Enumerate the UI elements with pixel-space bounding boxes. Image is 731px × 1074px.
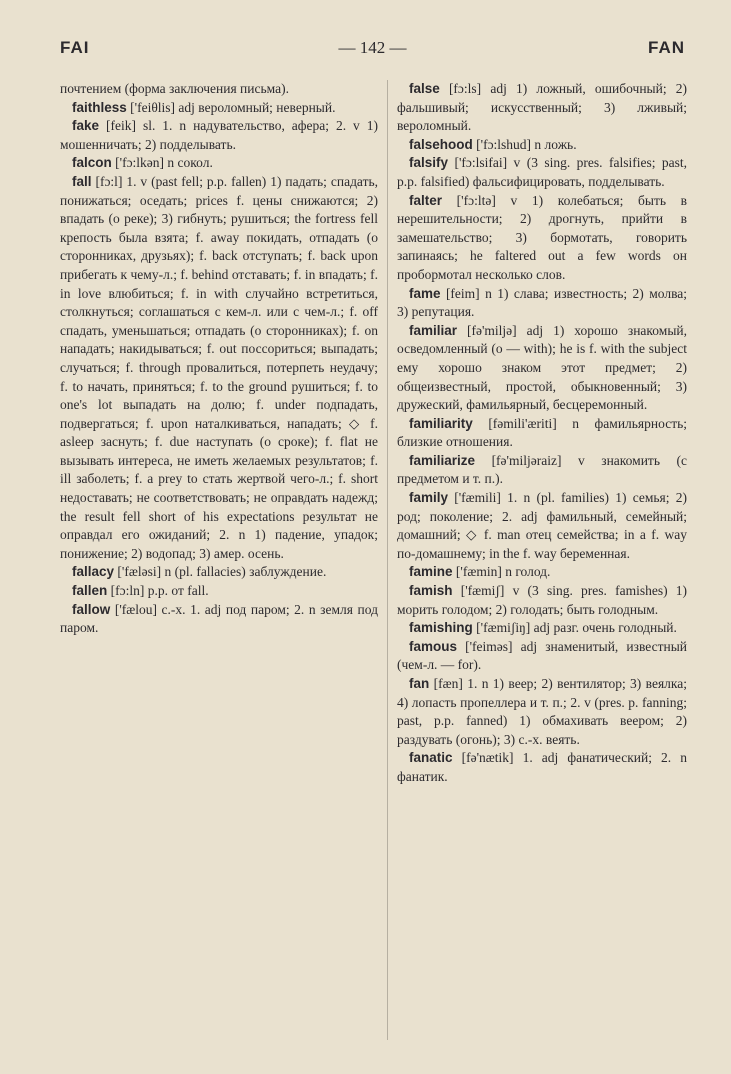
dictionary-entry <box>397 192 687 285</box>
dictionary-entry <box>397 582 687 619</box>
dictionary-entry <box>397 619 687 638</box>
dictionary-entry <box>397 322 687 415</box>
entry-text: ['fɔ:lkən] n сокол. <box>115 155 213 171</box>
headword: familiarity <box>409 415 473 431</box>
dictionary-entry <box>60 582 378 601</box>
dictionary-entry <box>397 154 687 191</box>
entry-text: ['fæləsi] n (pl. fallacies) заблуждение. <box>117 564 327 580</box>
dictionary-entry <box>397 675 687 749</box>
headword: famine <box>409 564 453 580</box>
headword: family <box>409 490 449 506</box>
headword: fall <box>72 173 92 189</box>
dictionary-entry <box>60 563 378 582</box>
headword: falsify <box>409 155 449 171</box>
dictionary-entry <box>60 173 378 563</box>
headword: faithless <box>72 99 127 115</box>
headword: fanatic <box>409 750 453 766</box>
entry-text: [feik] sl. 1. n надувательство, афера; 2. v 1) мошенничать; 2) подделывать. <box>60 118 379 152</box>
dictionary-entry <box>397 415 687 452</box>
headword: fame <box>409 285 441 301</box>
dictionary-entry <box>397 638 687 675</box>
dictionary-entry <box>397 489 687 563</box>
entry-text: [fə'nætik] 1. adj фанатический; 2. n фанатик. <box>397 750 687 784</box>
entry-text: [fə'miljə] adj 1) хорошо знакомый, осведомленный (о — with); he is f. with the subject ему хорошо знаком этот предмет; 2) общеизвестный, простой, обыкновенный; 3) дружеский, фамильярный, бесцеремонный. <box>397 322 688 413</box>
headword: fake <box>72 118 100 134</box>
page-number: — 142 — <box>338 38 407 57</box>
dictionary-entry <box>397 563 687 582</box>
dictionary-entry <box>60 99 378 118</box>
headword: fallow <box>72 601 111 617</box>
right-column <box>397 80 687 787</box>
headword: fan <box>409 676 430 691</box>
page-header <box>60 38 685 62</box>
entry-text: [fəmili'æriti] n фамильярность; близкие отношения. <box>397 415 688 450</box>
dictionary-entry <box>397 452 687 489</box>
entry-text: ['fæmili] 1. n (pl. families) 1) семья; 2) род; поколение; 2. adj фамильный, семейный; домашний; ◇ f. man отец семейства; in a f. way по-домашнему; in the f. way беременная. <box>397 490 687 561</box>
entry-text: ['fɔ:lshud] n ложь. <box>476 136 577 152</box>
headword: falter <box>409 192 443 208</box>
entry-text: ['feiməs] adj знаменитый, известный (чем-л. — for). <box>397 638 687 673</box>
headword: false <box>409 81 440 96</box>
entry-text: [fə'miljəraiz] v знакомить (с предметом и т. п.). <box>397 452 687 487</box>
entry-text: ['fælou] c.-x. 1. adj под паром; 2. n земля под паром. <box>60 601 378 636</box>
headword: famish <box>409 583 453 599</box>
entry-text: ['fæmiʃiŋ] adj разг. очень голодный. <box>476 620 677 636</box>
entry-text: [fɔ:ln] p.p. от fall. <box>110 583 209 599</box>
entry-text: [fæn] 1. n 1) веер; 2) вентилятор; 3) веялка; 4) лопасть пропеллера и т. п.; 2. v (pres. p. fanning; past, p.p. fanned) 1) обмахивать веером; 2) раздувать (огонь); 3) с.-х. веять. <box>397 676 687 747</box>
column-divider <box>387 80 388 1040</box>
headword: familiar <box>409 322 458 338</box>
entry-text: почтением (форма заключения письма). <box>60 81 289 96</box>
dictionary-entry <box>397 80 687 136</box>
entry-text: ['fɔ:lsifai] v (3 sing. pres. falsifies; past, p.p. falsified) фальсифицировать, подделывать. <box>397 155 687 189</box>
dictionary-entry <box>60 601 378 638</box>
dictionary-entry <box>60 154 378 173</box>
headword: famishing <box>409 620 473 636</box>
headword: fallen <box>72 583 108 599</box>
dictionary-entry <box>397 136 687 155</box>
headword: falsehood <box>409 136 473 152</box>
entry-text: [feim] n 1) слава; известность; 2) молва; 3) репутация. <box>397 285 688 320</box>
headword: fallacy <box>72 564 115 580</box>
headword: famous <box>409 638 458 654</box>
left-column <box>60 80 378 638</box>
header-left-guideword: FAI <box>60 38 90 57</box>
entry-text: ['fɔ:ltə] v 1) колебаться; быть в нерешительности; 2) дрогнуть, прийти в замешательство; 3) бормотать, говорить запинаясь; he faltered out a few words он пробормотал несколько слов. <box>397 192 688 282</box>
entry-text: [fɔ:ls] adj 1) ложный, ошибочный; 2) фальшивый; искусственный; 3) лживый; вероломный. <box>397 81 687 134</box>
entry-text: ['feiθlis] adj вероломный; неверный. <box>130 99 336 115</box>
header-right-guideword: FAN <box>648 38 685 57</box>
entry-text: ['fæmiʃ] v (3 sing. pres. famishes) 1) морить голодом; 2) голодать; быть голодным. <box>397 583 687 617</box>
dictionary-entry <box>60 117 378 154</box>
entry-text: ['fæmin] n голод. <box>455 564 551 580</box>
headword: familiarize <box>409 452 476 468</box>
entry-text: [fɔ:l] 1. v (past fell; p.p. fallen) 1) падать; спадать, понижаться; оседать; prices f. цены снижаются; 2) впадать (о реке); 3) гибнуть; рушиться; the fortress fell крепость была взята; f. away покидать, отпадать (о сторонниках, друзьях); f. back отступать; f. back upon прибегать к чему-л.; f. behind отставать; f. in впадать; f. in love влюбиться; f. in with случайно встретиться, столкнуться; соглашаться с кем-л. или с чем-л.; f. off спадать, уменьшаться; отпадать (о сторонниках); f. on нападать; накидываться; f. out поссориться; выпадать; случаться; f. through провалиться, потерпеть неудачу; f. to начать, приняться; f. to the ground рушиться; f. to one's lot выпадать на долю; f. under подпадать, подвергаться; f. upon наталкиваться, нападать; ◇ f. asleep заснуть; f. due наступать (о сроке); f. flat не вызывать интереса, не иметь желаемых результатов; f. ill заболеть; f. a prey to стать жертвой чего-л.; f. short недоставать; не соответствовать; не оправдать надежд; the result fell short of his expectations результат не оправдал его ожиданий; 2. n 1) падение, упадок; понижение; 2) водопад; 3) амер. осень. <box>60 173 379 561</box>
dictionary-entry <box>60 80 378 99</box>
dictionary-entry <box>397 749 687 786</box>
dictionary-entry <box>397 285 687 322</box>
headword: falcon <box>72 155 112 171</box>
